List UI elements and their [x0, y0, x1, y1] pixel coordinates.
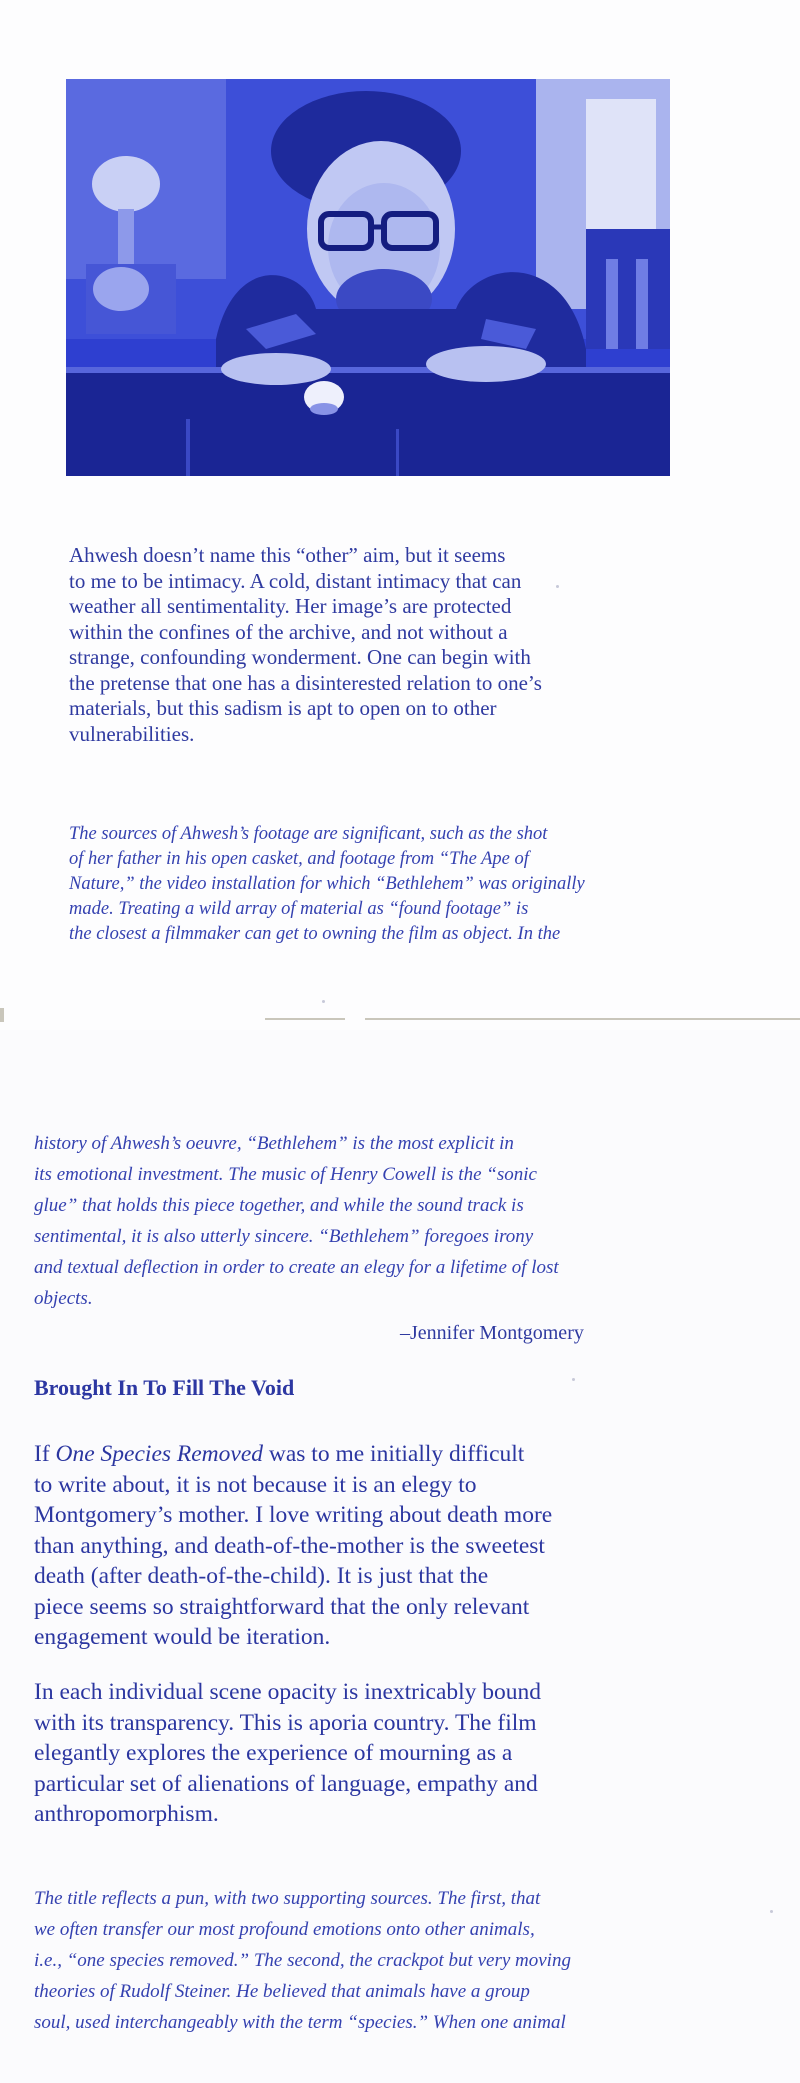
- paper-speck: [770, 1910, 773, 1913]
- paper-speck: [556, 585, 559, 588]
- page-break-rule-short: [265, 1018, 345, 1020]
- page-break-rule-long: [365, 1018, 800, 1020]
- essay-paragraph-sources: The sources of Ahwesh’s footage are significant, such as the shot of her father in his open casket, and footage from “The Ape of Nature,” the video installation for which “Bethlehem” was originally made. Treating a wild array of material as “found footage” is the closest a filmmaker can get to owning the film as object. In the: [69, 824, 585, 944]
- portrait-photo: [66, 79, 670, 476]
- essay-paragraph-title-pun: The title reflects a pun, with two supporting sources. The first, that we often transfer our most profound emotions onto other animals, i.e., “one species removed.” The second, the crackpot but very moving theories of Rudolf Steiner. He believed that animals have a group soul, used interchangeably with the term “species.” When one animal: [34, 1888, 571, 2033]
- essay-paragraph-opacity: In each individual scene opacity is inextricably bound with its transparency. This is aporia country. The film elegantly explores the experience of mourning as a particular set of alienations of language, empathy and anthropomorphism.: [34, 1679, 542, 1827]
- page-edge-mark: [0, 1008, 4, 1022]
- essay-paragraph-one-species: [34, 1439, 714, 1653]
- section-heading: Brought In To Fill The Void: [34, 1375, 295, 1400]
- paragraph-rest: was to me initially difficult to write about, it is not because it is an elegy to Montgomery’s mother. I love writing about death more than anything, and death-of-the-mother is the sweetest death (after death-of-the-child). It is just that the piece seems so straightforward that the only relevant engagement would be iteration.: [34, 1441, 553, 1650]
- author-signature: –Jennifer Montgomery: [400, 1322, 584, 1344]
- film-title: One Species Removed: [55, 1441, 264, 1467]
- paragraph-lead: If: [34, 1441, 56, 1467]
- paper-speck: [322, 1000, 325, 1003]
- essay-paragraph-intimacy: Ahwesh doesn’t name this “other” aim, but it seems to me to be intimacy. A cold, distant intimacy that can weather all sentimentality. Her image’s are protected within the confines of the archive, and not without a strange, confounding wonderment. One can begin with the pretense that one has a disinterested relation to one’s materials, but this sadism is apt to open on to other vulnerabilities.: [69, 543, 542, 746]
- paper-speck: [572, 1378, 575, 1381]
- essay-paragraph-bethlehem: history of Ahwesh’s oeuvre, “Bethlehem” is the most explicit in its emotional investment. The music of Henry Cowell is the “sonic glue” that holds this piece together, and while the sound track is sentimental, it is also utterly sincere. “Bethlehem” foregoes irony and textual deflection in order to create an elegy for a lifetime of lost objects.: [34, 1133, 559, 1309]
